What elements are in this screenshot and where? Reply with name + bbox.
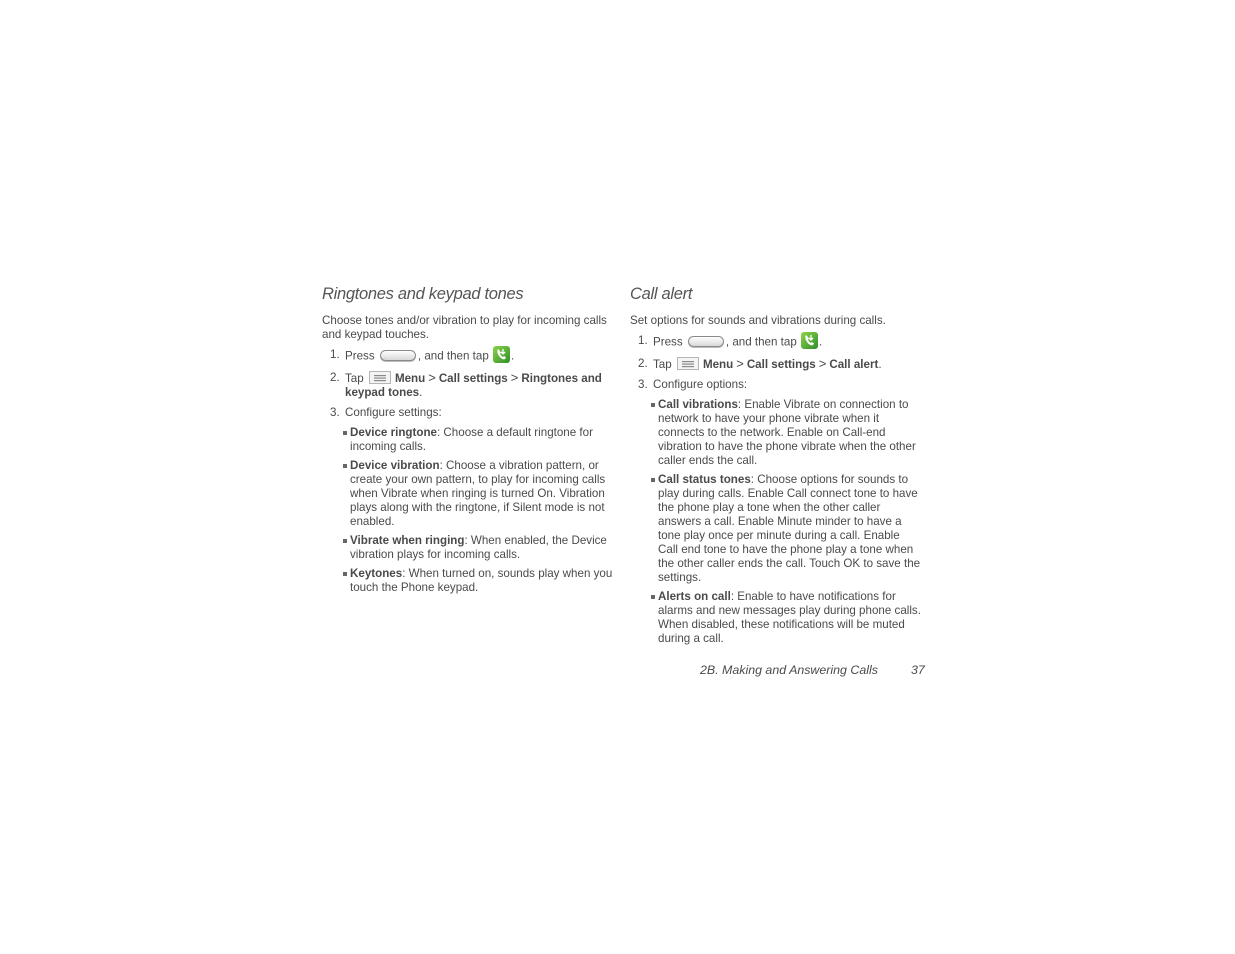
menu-icon (369, 371, 391, 384)
item-term: Vibrate when ringing (350, 534, 465, 547)
path-separator: > (510, 370, 519, 385)
item-term: Call vibrations (658, 398, 738, 411)
home-button-icon (688, 336, 724, 347)
item-desc: : When turned on, sounds play when you touch the Phone keypad. (350, 567, 613, 594)
step-text-tap: Tap (653, 358, 672, 371)
page-number: 37 (911, 663, 925, 677)
step-text-end: . (819, 335, 823, 349)
home-button-icon (380, 350, 416, 361)
list-item (322, 426, 614, 454)
step-2 (630, 357, 922, 372)
item-desc: : Enable to have notifications for alarms and new messages play during phone calls. When disabled, these notifications will be muted during a call. (658, 590, 921, 645)
menu-icon (677, 357, 699, 370)
step-text-tap: Tap (345, 372, 364, 385)
intro-text: Choose tones and/or vibration to play for incoming calls and keypad touches. (322, 314, 607, 341)
step-text-end: . (511, 349, 515, 363)
item-desc: : Choose a default ringtone for incoming calls. (350, 426, 593, 453)
item-desc: : Enable Vibrate on connection to network to have your phone vibrate when it connects to the network. Enable on Call-end vibration to have the phone vibrate when the other caller ends the call. (658, 398, 916, 467)
bullet-icon (343, 431, 347, 435)
step-text: Configure options: (653, 378, 748, 391)
menu-label: Menu (394, 372, 426, 385)
bullet-icon (651, 478, 655, 482)
ringtones-keypad-label: Ringtones and keypad tones (345, 372, 602, 399)
list-item (630, 590, 922, 646)
item-term: Device ringtone (350, 426, 437, 439)
list-item (630, 473, 922, 585)
path-separator: > (818, 356, 827, 371)
item-term: Keytones (350, 567, 403, 580)
section-heading-ringtones: Ringtones and keypad tones (322, 285, 524, 303)
path-separator: > (736, 356, 744, 371)
bullet-icon (343, 539, 347, 543)
list-item (322, 534, 614, 562)
step-3 (630, 378, 922, 392)
left-column (322, 284, 614, 600)
step-2 (322, 371, 614, 400)
bullet-icon (651, 595, 655, 599)
item-term: Call status tones (658, 473, 751, 486)
list-item (630, 398, 922, 468)
call-settings-label: Call settings (746, 358, 816, 371)
step-text-press: Press (345, 349, 375, 363)
step-number: 3. (638, 378, 648, 391)
item-desc: : Choose options for sounds to play during calls. Enable Call connect tone to have the phone play a tone when the other caller answers a call. Enable Minute minder to have a tone play once per minute during a call. Enable Call end tone to have the phone play a tone when the other caller ends the call. Touch OK to save the settings. (658, 473, 921, 584)
step-number: 3. (330, 406, 340, 419)
call-alert-label: Call alert (829, 358, 879, 371)
step-text-end: . (419, 386, 423, 399)
step-text-press: Press (653, 335, 683, 349)
phone-icon (493, 346, 510, 363)
footer-section-title: 2B. Making and Answering Calls (700, 663, 878, 677)
step-number: 2. (638, 357, 648, 370)
right-column (630, 284, 922, 651)
step-number: 2. (330, 371, 340, 384)
bullet-icon (343, 464, 347, 468)
list-item (322, 567, 614, 595)
step-text-then: , and then tap (725, 335, 797, 349)
step-text-then: , and then tap (417, 349, 489, 363)
item-desc: : Choose a vibration pattern, or create your own pattern, to play for incoming calls when Vibrate when ringing is turned On. Vibration plays along with the ringtone, if Silent mode is not enabled. (350, 459, 606, 528)
bullet-icon (651, 403, 655, 407)
section-heading-call-alert: Call alert (630, 285, 693, 303)
step-1 (322, 348, 614, 365)
path-separator: > (428, 370, 436, 385)
intro-text: Set options for sounds and vibrations during calls. (630, 314, 886, 327)
bullet-icon (343, 572, 347, 576)
step-number: 1. (330, 348, 340, 361)
menu-label: Menu (702, 358, 734, 371)
item-desc: : When enabled, the Device vibration plays for incoming calls. (350, 534, 607, 561)
step-text-end: . (878, 358, 882, 371)
step-text: Configure settings: (345, 406, 442, 419)
step-1 (630, 334, 922, 351)
item-term: Device vibration (350, 459, 440, 472)
call-settings-label: Call settings (438, 372, 508, 385)
step-number: 1. (638, 334, 648, 347)
item-term: Alerts on call (658, 590, 731, 603)
step-3 (322, 406, 614, 420)
phone-icon (801, 332, 818, 349)
list-item (322, 459, 614, 529)
